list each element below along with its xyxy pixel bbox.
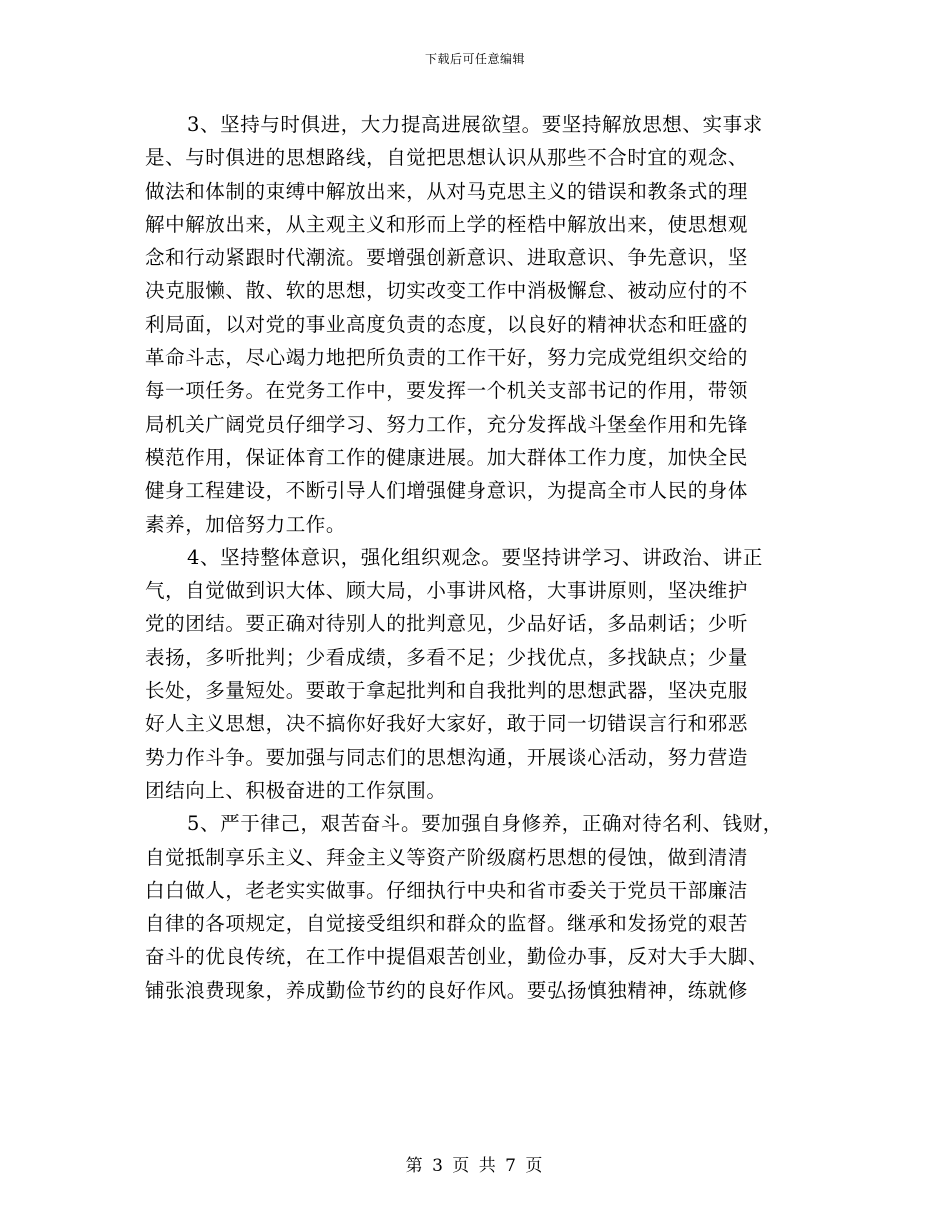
paragraph-line: 白白做人，老老实实做事。仔细执行中央和省市委关于党员干部廉洁 [145, 878, 749, 902]
page-header: 下载后可任意编辑 [424, 52, 525, 66]
paragraph-line: 奋斗的优良传统，在工作中提倡艰苦创业，勤俭办事，反对大手大脚、 [145, 945, 769, 969]
body-text [145, 108, 805, 1007]
paragraph-line: 自觉抵制享乐主义、拜金主义等资产阶级腐朽思想的侵蚀，做到清清 [145, 845, 749, 869]
paragraph-line: 做法和体制的束缚中解放出来，从对马克思主义的错误和教条式的理 [145, 179, 749, 203]
paragraph-line: 党的团结。要正确对待别人的批判意见，少品好话，多品刺话；少听 [145, 612, 749, 636]
paragraph-line: 表扬，多听批判；少看成绩，多看不足；少找优点，多找缺点；少量 [145, 645, 749, 669]
paragraph-line: 4、坚持整体意识，强化组织观念。要坚持讲学习、讲政治、讲正 [187, 545, 763, 569]
paragraph-line: 念和行动紧跟时代潮流。要增强创新意识、进取意识、争先意识，坚 [145, 246, 749, 270]
paragraph-line: 局机关广阔党员仔细学习、努力工作，充分发挥战斗堡垒作用和先锋 [145, 412, 749, 436]
paragraph-line: 长处，多量短处。要敢于拿起批判和自我批判的思想武器，坚决克服 [145, 679, 749, 703]
page-footer: 第 3 页 共 7 页 [405, 1156, 545, 1176]
paragraph-line: 势力作斗争。要加强与同志们的思想沟通，开展谈心活动，努力营造 [145, 745, 749, 769]
paragraph-line: 革命斗志，尽心竭力地把所负责的工作干好，努力完成党组织交给的 [145, 346, 749, 370]
paragraph-line: 铺张浪费现象，养成勤俭节约的良好作风。要弘扬慎独精神，练就修 [145, 978, 749, 1002]
paragraph-line: 是、与时俱进的思想路线，自觉把思想认识从那些不合时宜的观念、 [145, 146, 749, 170]
paragraph-line: 健身工程建设，不断引导人们增强健身意识，为提高全市人民的身体 [145, 479, 749, 503]
paragraph-line: 自律的各项规定，自觉接受组织和群众的监督。继承和发扬党的艰苦 [145, 912, 749, 936]
paragraph-line: 解中解放出来，从主观主义和形而上学的桎梏中解放出来，使思想观 [145, 212, 749, 236]
paragraph-line: 模范作用，保证体育工作的健康进展。加大群体工作力度，加快全民 [145, 445, 749, 469]
paragraph-line: 素养，加倍努力工作。 [145, 512, 347, 536]
paragraph-line: 气，自觉做到识大体、顾大局，小事讲风格，大事讲原则，坚决维护 [145, 579, 749, 603]
paragraph-line: 3、坚持与时俱进，大力提高进展欲望。要坚持解放思想、实事求 [187, 113, 763, 136]
paragraph-line: 团结向上、积极奋进的工作氛围。 [145, 778, 447, 802]
paragraph-line: 决克服懒、散、软的思想，切实改变工作中消极懈怠、被动应付的不 [145, 279, 749, 303]
paragraph-line: 5、严于律己，艰苦奋斗。要加强自身修养，正确对待名利、钱财， [187, 812, 783, 836]
paragraph-line: 利局面，以对党的事业高度负责的态度，以良好的精神状态和旺盛的 [145, 312, 749, 336]
paragraph-line: 好人主义思想，决不搞你好我好大家好，敢于同一切错误言行和邪恶 [145, 712, 749, 736]
paragraph-line: 每一项任务。在党务工作中，要发挥一个机关支部书记的作用，带领 [145, 379, 749, 403]
